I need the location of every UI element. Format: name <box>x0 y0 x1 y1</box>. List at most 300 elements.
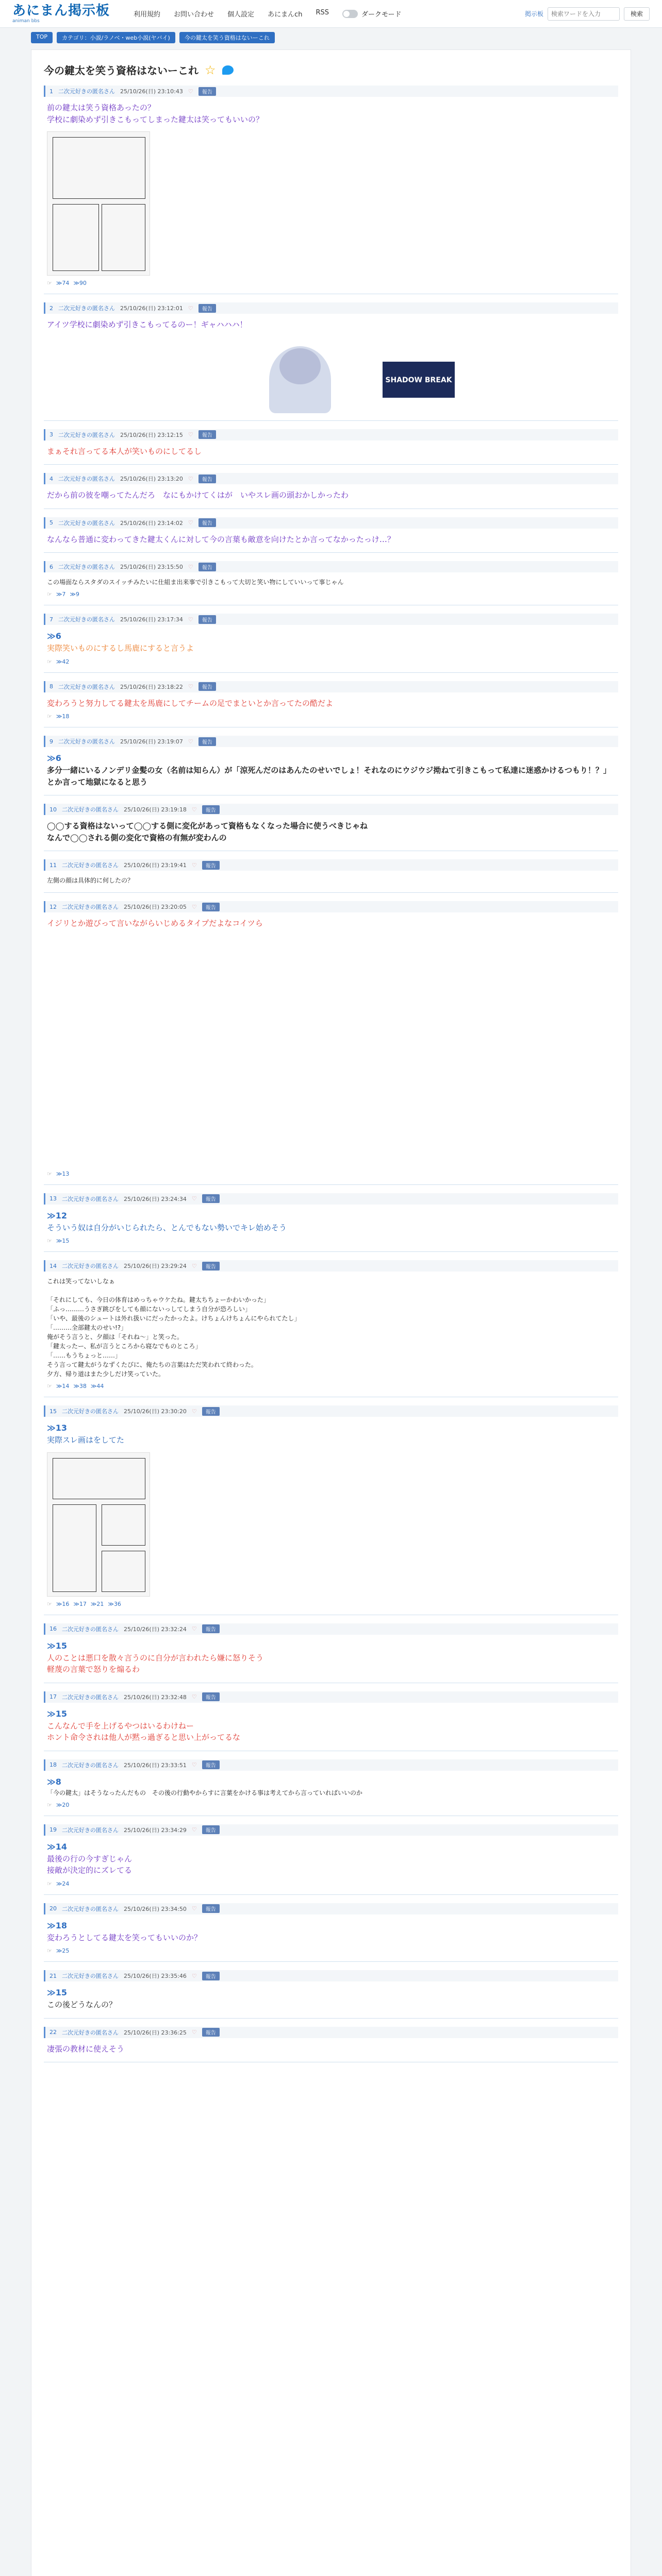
report-button[interactable]: 報告 <box>198 430 216 439</box>
report-button[interactable]: 報告 <box>202 1262 220 1270</box>
reply-anchor-link[interactable]: ≫15 <box>47 1640 68 1651</box>
nav-contact[interactable]: お問い合わせ <box>174 11 214 19</box>
post-body <box>44 314 618 331</box>
reply-refs <box>44 591 618 598</box>
reply-anchor-link[interactable]: ≫15 <box>47 1988 68 1997</box>
post-header <box>44 1405 618 1417</box>
post-author: 二次元好きの匿名さん <box>62 862 119 869</box>
post <box>44 1903 618 1962</box>
banner-logo <box>383 362 455 398</box>
hand-pointer-icon: ☞ <box>47 1170 52 1177</box>
post-number[interactable]: 18 <box>49 1761 57 1768</box>
site-header <box>0 0 662 28</box>
post-author: 二次元好きの匿名さん <box>62 806 119 813</box>
post-number[interactable]: 16 <box>49 1625 57 1632</box>
nav-terms[interactable]: 利用規約 <box>134 11 161 19</box>
report-button[interactable]: 報告 <box>198 474 216 483</box>
post-line: 最後の行の今すぎじゃん <box>47 1854 133 1863</box>
nav-rss[interactable]: RSS <box>316 9 329 16</box>
post-line: 接敵が決定的にズレてる <box>47 1866 133 1875</box>
reply-refs <box>44 1601 618 1607</box>
post-date: 25/10/26(日) 23:32:48 <box>124 1693 187 1701</box>
post-body <box>44 1836 618 1876</box>
attached-manga-image[interactable] <box>47 131 150 276</box>
post-line: 多分一緒にいるノンデリ金髪の女（名前は知らん）が「涼死んだのはあんたのせいでしょ！それなのにウジウジ拗ねて引きこもって私達に迷惑かけるつもり！？」とか言って地獄になると思う <box>47 766 611 787</box>
post-number[interactable]: 6 <box>49 563 53 570</box>
favorite-star-icon[interactable]: ☆ <box>205 62 216 77</box>
post-date: 25/10/26(日) 23:18:22 <box>120 683 183 690</box>
heart-icon[interactable]: ♡ <box>188 616 193 623</box>
heart-icon[interactable]: ♡ <box>191 861 197 869</box>
reply-anchor-link[interactable]: ≫15 <box>47 1708 68 1719</box>
post <box>44 473 618 509</box>
heart-icon[interactable]: ♡ <box>191 1262 197 1269</box>
attached-manga-image[interactable] <box>47 1452 150 1597</box>
post-number[interactable]: 9 <box>49 738 53 745</box>
report-button[interactable]: 報告 <box>202 1407 220 1416</box>
reply-refs <box>44 1238 618 1244</box>
heart-icon[interactable]: ♡ <box>188 563 193 570</box>
post-author: 二次元好きの匿名さん <box>62 1826 119 1834</box>
page-title: 今の鍵太を笑う資格はないーこれ <box>44 64 198 77</box>
search-input[interactable] <box>548 7 620 21</box>
post <box>44 1824 618 1895</box>
reply-ref-link[interactable]: ≫42 <box>56 658 70 665</box>
post-header <box>44 859 618 871</box>
post-body <box>44 1635 618 1675</box>
post <box>44 302 618 421</box>
hand-pointer-icon: ☞ <box>47 658 52 665</box>
hand-pointer-icon: ☞ <box>47 1600 52 1607</box>
post-number[interactable]: 10 <box>49 806 57 813</box>
post-line: 俺がそう言うと、夕顔は「それね～」と笑った。 <box>47 1333 184 1341</box>
thread-content <box>31 49 631 2576</box>
post <box>44 429 618 465</box>
post-line: 「……もうちょっと……」 <box>47 1352 122 1359</box>
hand-pointer-icon: ☞ <box>47 591 52 598</box>
reply-ref-link[interactable]: ≫7 <box>56 591 66 598</box>
heart-icon[interactable]: ♡ <box>191 1408 197 1415</box>
reply-ref-link[interactable]: ≫20 <box>56 1801 70 1808</box>
report-button[interactable]: 報告 <box>202 2028 220 2037</box>
post-line: 左側の顔は具体的に何したの？ <box>47 877 134 884</box>
post-line: 実際笑いものにするし馬鹿にすると言うよ <box>47 643 194 653</box>
report-button[interactable]: 報告 <box>198 682 216 691</box>
post-date: 25/10/26(日) 23:30:20 <box>124 1408 187 1415</box>
report-button[interactable]: 報告 <box>198 615 216 624</box>
post <box>44 1405 618 1615</box>
post-line: 「それにしても、今日の体育はめっちゃウケたね。鍵太ちちょーかわいかった」 <box>47 1296 270 1303</box>
post-header <box>44 901 618 912</box>
post-date: 25/10/26(日) 23:33:51 <box>124 1761 187 1769</box>
reply-anchor-link[interactable]: ≫18 <box>47 1920 68 1930</box>
post-body <box>44 1417 618 1446</box>
post-line: ◯◯する資格はないって◯◯する側に変化があって資格もなくなった場合に使うべきじゃね <box>47 821 368 831</box>
reply-refs <box>44 280 618 286</box>
hand-pointer-icon: ☞ <box>47 280 52 286</box>
post <box>44 681 618 728</box>
post-list <box>44 86 618 2062</box>
post-number[interactable]: 21 <box>49 1972 57 1979</box>
breadcrumb-thread[interactable]: 今の鍵太を笑う資格はないーこれ <box>179 32 275 43</box>
post <box>44 86 618 294</box>
hand-pointer-icon: ☞ <box>47 1383 52 1389</box>
post-author: 二次元好きの匿名さん <box>58 305 115 312</box>
post-number[interactable]: 4 <box>49 475 53 482</box>
post-header <box>44 1824 618 1836</box>
post-author: 二次元好きの匿名さん <box>58 431 115 438</box>
post-line: まぁそれ言ってる本人が笑いものにしてるし <box>47 446 202 456</box>
post-line: 「今の鍵太」はそうなったんだもの その後の行動やからすに言葉をかける事は考えてから言っていればいいのか <box>47 1789 363 1797</box>
reply-ref-link[interactable]: ≫90 <box>73 280 87 286</box>
reply-ref-link[interactable]: ≫21 <box>90 1600 104 1607</box>
post-body <box>44 2038 618 2055</box>
reply-anchor-link[interactable]: ≫6 <box>47 631 61 641</box>
breadcrumb <box>0 28 662 47</box>
attached-banner-image[interactable] <box>202 341 460 413</box>
report-button[interactable]: 報告 <box>202 1692 220 1701</box>
post-line: 実際スレ画はをしてた <box>47 1435 125 1445</box>
post-header <box>44 1193 618 1205</box>
report-button[interactable]: 報告 <box>202 903 220 911</box>
manga-panel <box>53 1458 145 1499</box>
post-header <box>44 517 618 529</box>
post-number[interactable]: 3 <box>49 431 53 438</box>
post-number[interactable]: 8 <box>49 683 53 690</box>
post-date: 25/10/26(日) 23:20:05 <box>124 904 187 910</box>
reply-ref-link[interactable]: ≫16 <box>56 1600 70 1607</box>
post-line: 「いや、最後のシュートは外れ扱いにだったかったよ。けちょんけちょんにやられてたし」 <box>47 1315 301 1322</box>
post <box>44 561 618 605</box>
post-header <box>44 1691 618 1703</box>
manga-panel <box>53 137 145 199</box>
post-header <box>44 561 618 572</box>
reply-ref-link[interactable]: ≫9 <box>70 591 79 598</box>
heart-icon[interactable]: ♡ <box>191 1761 197 1768</box>
post-author: 二次元好きの匿名さん <box>62 1263 119 1269</box>
post-body <box>44 529 618 546</box>
post-line: 学校に劇染めず引きこもってしまった鍵太は笑ってもいいの？ <box>47 114 264 124</box>
post-date: 25/10/26(日) 23:34:29 <box>124 1826 187 1834</box>
post-header <box>44 473 618 484</box>
post-header <box>44 1260 618 1272</box>
post-line: 凄張の教材に使えそう <box>47 2044 125 2054</box>
post-body <box>44 871 618 885</box>
site-logo[interactable] <box>12 4 110 24</box>
report-button[interactable]: 報告 <box>198 563 216 571</box>
post <box>44 1260 618 1397</box>
post-author: 二次元好きの匿名さん <box>62 904 119 910</box>
report-button[interactable]: 報告 <box>198 304 216 313</box>
report-button[interactable]: 報告 <box>202 1194 220 1203</box>
post-line: 人のことは悪口を散々言うのに自分が言われたら嫌に怒りそう <box>47 1653 264 1663</box>
heart-icon[interactable]: ♡ <box>191 1625 197 1632</box>
post-body <box>44 625 618 654</box>
post-header <box>44 302 618 314</box>
post-date: 25/10/26(日) 23:34:50 <box>124 1905 187 1912</box>
post-body <box>44 97 618 125</box>
post-author: 二次元好きの匿名さん <box>58 683 115 690</box>
reply-ref-link[interactable]: ≫36 <box>108 1600 121 1607</box>
post-header <box>44 2027 618 2038</box>
post-line: 「………全部鍵太のせい!?」 <box>47 1324 127 1331</box>
reply-ref-link[interactable]: ≫24 <box>56 1880 70 1887</box>
post-date: 25/10/26(日) 23:35:46 <box>124 1973 187 1979</box>
post-body <box>44 440 618 457</box>
heart-icon[interactable]: ♡ <box>191 2029 197 2036</box>
post-header <box>44 1903 618 1914</box>
embedded-media-placeholder <box>44 929 618 1166</box>
post-header <box>44 1623 618 1635</box>
post <box>44 1691 618 1751</box>
post-number[interactable]: 15 <box>49 1408 57 1415</box>
thread-title-row <box>44 62 618 77</box>
reply-anchor-link[interactable]: ≫12 <box>47 1210 68 1221</box>
report-button[interactable]: 報告 <box>202 1904 220 1913</box>
logo-text: あにまん掲示板 <box>12 3 110 19</box>
post-number[interactable]: 13 <box>49 1195 57 1202</box>
post-header <box>44 804 618 815</box>
post-date: 25/10/26(日) 23:29:24 <box>124 1263 187 1269</box>
post-date: 25/10/26(日) 23:19:18 <box>124 806 187 813</box>
heart-icon[interactable]: ♡ <box>191 1826 197 1833</box>
post-author: 二次元好きの匿名さん <box>58 616 115 623</box>
post-author: 二次元好きの匿名さん <box>62 1625 119 1633</box>
heart-icon[interactable]: ♡ <box>188 738 193 745</box>
heart-icon[interactable]: ♡ <box>191 1972 197 1979</box>
search-button[interactable]: 検索 <box>624 7 650 21</box>
post-body <box>44 747 618 788</box>
post-header <box>44 1759 618 1771</box>
report-button[interactable]: 報告 <box>202 1825 220 1834</box>
reply-anchor-link[interactable]: ≫14 <box>47 1841 68 1852</box>
heart-icon[interactable]: ♡ <box>191 1195 197 1202</box>
post-line: この場面ならスタダのスイッチみたいに仕組ま出来事で引きこもって大切と笑い物にしていいって事じゃん <box>47 579 344 586</box>
post-date: 25/10/26(日) 23:24:34 <box>124 1195 187 1202</box>
reply-refs <box>44 1802 618 1808</box>
reply-refs <box>44 658 618 665</box>
reply-ref-link[interactable]: ≫74 <box>56 280 70 286</box>
post <box>44 517 618 553</box>
manga-panel <box>102 1551 145 1592</box>
post-body <box>44 572 618 587</box>
reply-ref-link[interactable]: ≫18 <box>56 713 70 720</box>
reply-ref-link[interactable]: ≫38 <box>73 1383 87 1389</box>
report-button[interactable]: 報告 <box>202 1624 220 1633</box>
search-scope[interactable]: 掲示板 <box>524 10 543 18</box>
banner-character-hair <box>279 348 321 384</box>
post-date: 25/10/26(日) 23:19:07 <box>120 738 183 745</box>
post-body <box>44 815 618 843</box>
heart-icon[interactable]: ♡ <box>188 519 193 526</box>
post <box>44 1759 618 1816</box>
reply-ref-link[interactable]: ≫44 <box>90 1383 104 1389</box>
post-line: 変わろうと努力してる鍵太を馬鹿にしてチームの足でまといとか言ってたの酷だよ <box>47 698 334 708</box>
nav-settings[interactable]: 個人設定 <box>227 11 255 19</box>
post-author: 二次元好きの匿名さん <box>62 1195 119 1202</box>
hand-pointer-icon: ☞ <box>47 1238 52 1244</box>
reply-anchor-link[interactable]: ≫8 <box>47 1776 61 1787</box>
reply-ref-link[interactable]: ≫15 <box>56 1238 70 1244</box>
reply-ref-link[interactable]: ≫13 <box>56 1170 70 1177</box>
logo-subtext: animan bbs <box>12 18 40 24</box>
post-number[interactable]: 1 <box>49 88 53 95</box>
reply-refs <box>44 1880 618 1887</box>
reply-anchor-link[interactable]: ≫6 <box>47 753 61 763</box>
post-date: 25/10/26(日) 23:17:34 <box>120 616 183 623</box>
post-line: 軽蔑の言葉で怒りを煽るわ <box>47 1665 140 1674</box>
post-date: 25/10/26(日) 23:36:25 <box>124 2029 187 2036</box>
post-line: こんなんで手を上げるやつはいるわけねー <box>47 1721 194 1731</box>
post-number[interactable]: 19 <box>49 1826 57 1833</box>
svg-text:SHADOW BREAK: SHADOW BREAK <box>385 376 452 384</box>
twitter-share-icon[interactable] <box>222 65 234 75</box>
manga-panel <box>53 1504 96 1592</box>
heart-icon[interactable]: ♡ <box>188 683 193 690</box>
post <box>44 1193 618 1252</box>
post-header <box>44 429 618 440</box>
post-body <box>44 1205 618 1234</box>
post-line: 夕方、帰り道はまた少しだけ笑っていた。 <box>47 1370 165 1378</box>
report-button[interactable]: 報告 <box>202 861 220 870</box>
post-body <box>44 692 618 709</box>
post-number[interactable]: 14 <box>49 1262 57 1269</box>
heart-icon[interactable]: ♡ <box>191 1693 197 1700</box>
nav-animanch[interactable]: あにまんch <box>268 11 303 19</box>
post-body <box>44 1272 618 1379</box>
report-button[interactable]: 報告 <box>198 87 216 96</box>
post <box>44 736 618 795</box>
dark-mode-label: ダークモード <box>361 11 402 19</box>
post <box>44 2027 618 2063</box>
manga-panel <box>53 204 99 271</box>
post-line: なんなら普通に変わってきた鍵太くんに対して今の言葉も敵意を向けたとか言ってなかったっけ…？ <box>47 534 395 544</box>
post-header <box>44 614 618 625</box>
heart-icon[interactable]: ♡ <box>188 431 193 438</box>
toggle-switch[interactable] <box>342 10 358 18</box>
hand-pointer-icon: ☞ <box>47 713 52 720</box>
reply-ref-link[interactable]: ≫17 <box>73 1600 87 1607</box>
post-number[interactable]: 5 <box>49 519 53 526</box>
hand-pointer-icon: ☞ <box>47 1947 52 1954</box>
search-area <box>525 7 650 21</box>
post-number[interactable]: 11 <box>49 861 57 869</box>
post-date: 25/10/26(日) 23:10:43 <box>120 88 183 95</box>
report-button[interactable]: 報告 <box>198 518 216 527</box>
post-line: そう言って鍵太がうなずくたびに、俺たちの言葉はただ笑われて終わった。 <box>47 1361 257 1368</box>
heart-icon[interactable]: ♡ <box>188 304 193 312</box>
post <box>44 1623 618 1683</box>
post-number[interactable]: 22 <box>49 2029 57 2036</box>
post-date: 25/10/26(日) 23:12:15 <box>120 431 183 438</box>
post-line: この後どうなんの？ <box>47 2000 117 2009</box>
heart-icon[interactable]: ♡ <box>188 88 193 95</box>
post-author: 二次元好きの匿名さん <box>58 564 115 570</box>
report-button[interactable]: 報告 <box>202 1760 220 1769</box>
post-date: 25/10/26(日) 23:15:50 <box>120 564 183 570</box>
post-line: これは笑ってないしなぁ <box>47 1278 115 1285</box>
heart-icon[interactable]: ♡ <box>191 903 197 910</box>
reply-ref-link[interactable]: ≫14 <box>56 1383 70 1389</box>
post-line: だから前の彼を嘲ってたんだろ なにもかけてくはが いやスレ画の頭おかしかったわ <box>47 490 349 500</box>
heart-icon[interactable]: ♡ <box>188 475 193 482</box>
post-author: 二次元好きの匿名さん <box>62 1761 119 1769</box>
report-button[interactable]: 報告 <box>198 737 216 746</box>
post-line: アイツ学校に劇染めず引きこもってるのー！ギャハハハ！ <box>47 320 247 329</box>
post-date: 25/10/26(日) 23:32:24 <box>124 1625 187 1633</box>
post-author: 二次元好きの匿名さん <box>58 738 115 745</box>
post-line: 「ふっ………うさぎ跳びをしても顔にないっしてしまう自分が恐ろしい」 <box>47 1306 252 1313</box>
post <box>44 1970 618 2019</box>
post-number[interactable]: 17 <box>49 1693 57 1700</box>
manga-panel <box>102 204 145 271</box>
post-body <box>44 1981 618 2011</box>
post-line: なんで◯◯される側の変化で資格の有無が変わんの <box>47 833 227 842</box>
post-author: 二次元好きの匿名さん <box>58 88 115 95</box>
reply-refs <box>44 1383 618 1389</box>
breadcrumb-top[interactable]: TOP <box>31 32 53 43</box>
post <box>44 859 618 893</box>
post-header <box>44 1970 618 1981</box>
post-author: 二次元好きの匿名さん <box>62 1693 119 1701</box>
post-line: 「鍵太ったー、私が言うところから寝なでものところ」 <box>47 1343 202 1350</box>
post-line: ホント命令されは他人が黙っ過ぎると思い上がってるな <box>47 1733 241 1742</box>
reply-refs <box>44 1947 618 1954</box>
post-header <box>44 86 618 97</box>
post <box>44 804 618 851</box>
post-body <box>44 912 618 929</box>
post-line: 変わろうとしてる鍵太を笑ってもいいのか？ <box>47 1933 202 1942</box>
post-body <box>44 484 618 501</box>
reply-refs <box>44 713 618 720</box>
post-body <box>44 1703 618 1743</box>
breadcrumb-category[interactable]: カテゴリ：小説/ラノベ・web小説(ヤバイ) <box>57 32 175 43</box>
post <box>44 614 618 673</box>
post-line: イジリとか遊びって言いながらいじめるタイプだよなコイツら <box>47 919 263 928</box>
post-author: 二次元好きの匿名さん <box>62 1973 119 1979</box>
post-date: 25/10/26(日) 23:13:20 <box>120 476 183 482</box>
post-number[interactable]: 2 <box>49 304 53 312</box>
main-nav <box>134 9 329 19</box>
heart-icon[interactable]: ♡ <box>191 806 197 813</box>
post <box>44 901 618 1185</box>
reply-ref-link[interactable]: ≫25 <box>56 1947 70 1954</box>
hand-pointer-icon: ☞ <box>47 1880 52 1887</box>
post-line: そういう奴は自分がいじられたら、とんでもない勢いでキレ始めそう <box>47 1223 287 1232</box>
report-button[interactable]: 報告 <box>202 1972 220 1980</box>
post-date: 25/10/26(日) 23:14:02 <box>120 519 183 527</box>
post-number[interactable]: 20 <box>49 1905 57 1912</box>
manga-panel <box>102 1504 145 1546</box>
dark-mode-toggle[interactable] <box>342 9 401 19</box>
post-author: 二次元好きの匿名さん <box>62 1905 119 1912</box>
reply-anchor-link[interactable]: ≫13 <box>47 1423 68 1433</box>
post-body <box>44 1771 618 1798</box>
post-line: 前の鍵太は笑う資格あったの？ <box>47 103 155 112</box>
report-button[interactable]: 報告 <box>202 805 220 814</box>
post-author: 二次元好きの匿名さん <box>62 2029 119 2036</box>
post-date: 25/10/26(日) 23:19:41 <box>124 862 187 869</box>
post-author: 二次元好きの匿名さん <box>62 1408 119 1415</box>
post-header <box>44 736 618 747</box>
post-line <box>47 1286 615 1295</box>
post-number[interactable]: 12 <box>49 903 57 910</box>
reply-refs <box>44 1171 618 1177</box>
heart-icon[interactable]: ♡ <box>191 1905 197 1912</box>
hand-pointer-icon: ☞ <box>47 1801 52 1808</box>
post-number[interactable]: 7 <box>49 616 53 623</box>
post-date: 25/10/26(日) 23:12:01 <box>120 305 183 312</box>
